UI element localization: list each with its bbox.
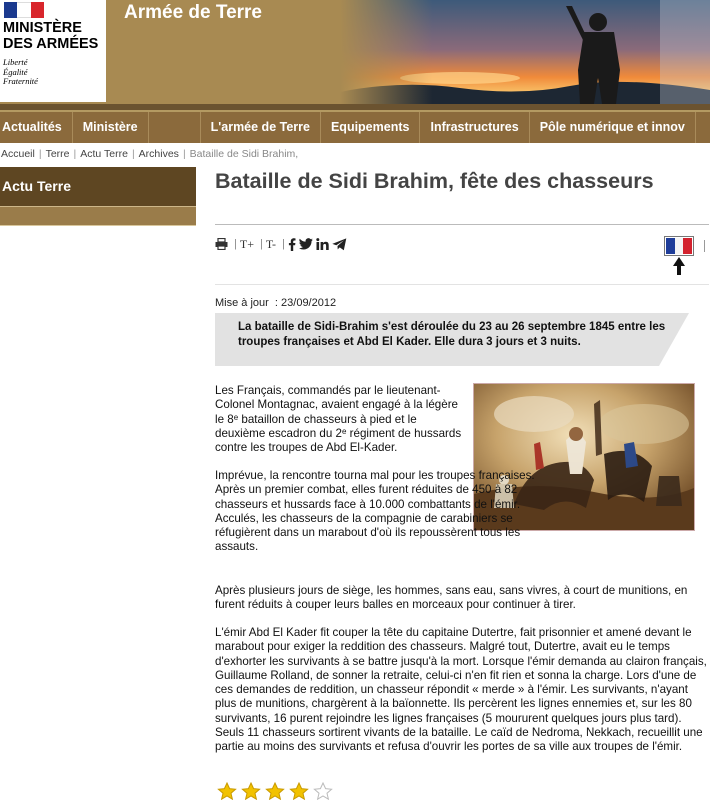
paragraph-2: Imprévue, la rencontre tourna mal pour les troupes françaises. Après un premier combat, elles furent réduites de 450 à 82 chasseurs et hussards face à 10.000 combattants de l'émir. Acculés, les chasseurs de la compagnie de carabiniers se réfugièrent dans un marabout d'où ils repoussèrent tous les assauts. (215, 469, 535, 554)
nav-spacer (149, 112, 201, 143)
breadcrumb-accueil[interactable]: Accueil (1, 148, 35, 160)
ordinal-suffix: e (233, 412, 239, 422)
main-nav (0, 110, 710, 143)
decrease-font-button[interactable]: T- (265, 236, 277, 251)
title-divider (215, 224, 709, 225)
paragraph-1-text-c: régiment de hussards contre les troupes de Abd El-Kader. (215, 426, 462, 455)
print-icon[interactable] (215, 236, 228, 252)
nav-infrastructures[interactable]: Infrastructures (420, 112, 529, 143)
ministry-line-1: MINISTÈRE (3, 20, 82, 36)
nav-equipements[interactable]: Equipements (321, 112, 421, 143)
star-empty-icon[interactable] (313, 782, 333, 800)
update-date: Mise à jour : 23/09/2012 (215, 297, 337, 309)
article-title: Bataille de Sidi Brahim, fête des chasseurs (215, 169, 654, 193)
facebook-icon[interactable] (288, 236, 296, 252)
star-filled-icon[interactable] (265, 782, 285, 800)
paragraph-1-text-b: bataillon de chasseurs à pied et le deuxième escadron du 2 (215, 412, 417, 440)
motto-egalite: Égalité (3, 66, 28, 77)
motto-liberte: Liberté (3, 57, 28, 67)
update-label: Mise à jour (215, 297, 269, 309)
ministry-name (3, 20, 107, 52)
ministry-line-2: DES ARMÉES (3, 36, 99, 52)
telegram-share-icon[interactable] (332, 236, 347, 252)
breadcrumb-separator: | (182, 148, 186, 160)
sidebar-section-label: Actu Terre (2, 178, 71, 194)
toolbar-divider (215, 284, 709, 285)
article-lead: La bataille de Sidi-Brahim s'est déroulée du 23 au 26 septembre 1845 entre les troupes françaises et Abd El Kader. Elle dura 3 jours et 3 nuits. (238, 321, 666, 348)
nav-ministere[interactable]: Ministère (73, 112, 149, 143)
sidebar-section-header[interactable] (0, 167, 196, 225)
toolbar-separator: | (282, 238, 285, 250)
paragraph-4: L'émir Abd El Kader fit couper la tête du capitaine Dutertre, fait prisonnier et amené devant le marabout pour exiger la reddition des chasseurs. Malgré tout, Dutertre, avait eu le temps d'exhorter les survivants à se battre jusqu'à la mort. Lorsque l'émir demanda au clairon français, Guillaume Rolland, de sonner la retraite, celui-ci n'en fit rien et sonna la charge. Lors d'une de ces demandes de reddition, un chasseur répondit « merde » à l'émir. Les survivants, n'ayant plus de munitions, chargèrent à la baïonnette. Ils percèrent les lignes ennemies et, sur les 80 survivants, 16 purent rejoindre les lignes françaises (5 moururent quelques jours plus tard). Seuls 11 chasseurs sortirent vivants de la bataille. Le caïd de Nedroma, Nekkach, recueillit une partie au moins des survivants et refusa d'ouvrir les portes de sa ville aux troupes de l'émir. (215, 626, 707, 754)
update-date-value: 23/09/2012 (281, 297, 337, 309)
article-lead-box (215, 313, 689, 366)
motto-fraternite: Fraternité (3, 76, 38, 86)
breadcrumb (1, 148, 298, 160)
nav-armee-de-terre[interactable]: L'armée de Terre (201, 112, 321, 143)
header-banner-image (340, 0, 710, 110)
toolbar-separator: | (259, 238, 263, 250)
french-flag-icon[interactable] (664, 236, 694, 276)
marianne-flag-icon (4, 2, 44, 18)
ordinal-suffix: e (341, 426, 347, 436)
breadcrumb-separator: | (73, 148, 77, 160)
breadcrumb-separator: | (131, 148, 135, 160)
toolbar-separator (704, 240, 705, 252)
breadcrumb-archives[interactable]: Archives (138, 148, 179, 160)
twitter-icon[interactable] (299, 236, 313, 252)
star-filled-icon[interactable] (289, 782, 309, 800)
ministry-logo[interactable] (0, 0, 106, 102)
sidebar-divider (0, 225, 196, 226)
sidebar-section-bar (0, 206, 196, 225)
linkedin-icon[interactable] (316, 236, 329, 252)
paragraph-1 (215, 384, 465, 455)
breadcrumb-terre[interactable]: Terre (45, 148, 70, 160)
star-filled-icon[interactable] (241, 782, 261, 800)
breadcrumb-current: Bataille de Sidi Brahim, (189, 148, 299, 160)
star-filled-icon[interactable] (217, 782, 237, 800)
breadcrumb-separator: | (38, 148, 42, 160)
paragraph-3: Après plusieurs jours de siège, les hommes, sans eau, sans vivres, à court de munitions, en furent réduits à couper leurs balles en morceaux pour continuer à tirer. (215, 584, 688, 612)
article-toolbar (215, 236, 350, 252)
nav-actualites[interactable]: Actualités (0, 112, 73, 143)
toolbar-separator: | (234, 238, 237, 250)
nav-pole-numerique[interactable]: Pôle numérique et innov (530, 112, 696, 143)
republic-motto (3, 58, 38, 87)
lead-box-corner (659, 313, 689, 366)
breadcrumb-actu-terre[interactable]: Actu Terre (80, 148, 128, 160)
increase-font-button[interactable]: T+ (239, 236, 254, 251)
paragraph-1-text-a: Les Français, commandés par le lieutenant-Colonel Montagnac, avaient engagé à la légère le 8 (215, 384, 458, 426)
site-title[interactable]: Armée de Terre (124, 2, 262, 23)
site-header (0, 0, 710, 110)
article-rating (217, 782, 337, 800)
